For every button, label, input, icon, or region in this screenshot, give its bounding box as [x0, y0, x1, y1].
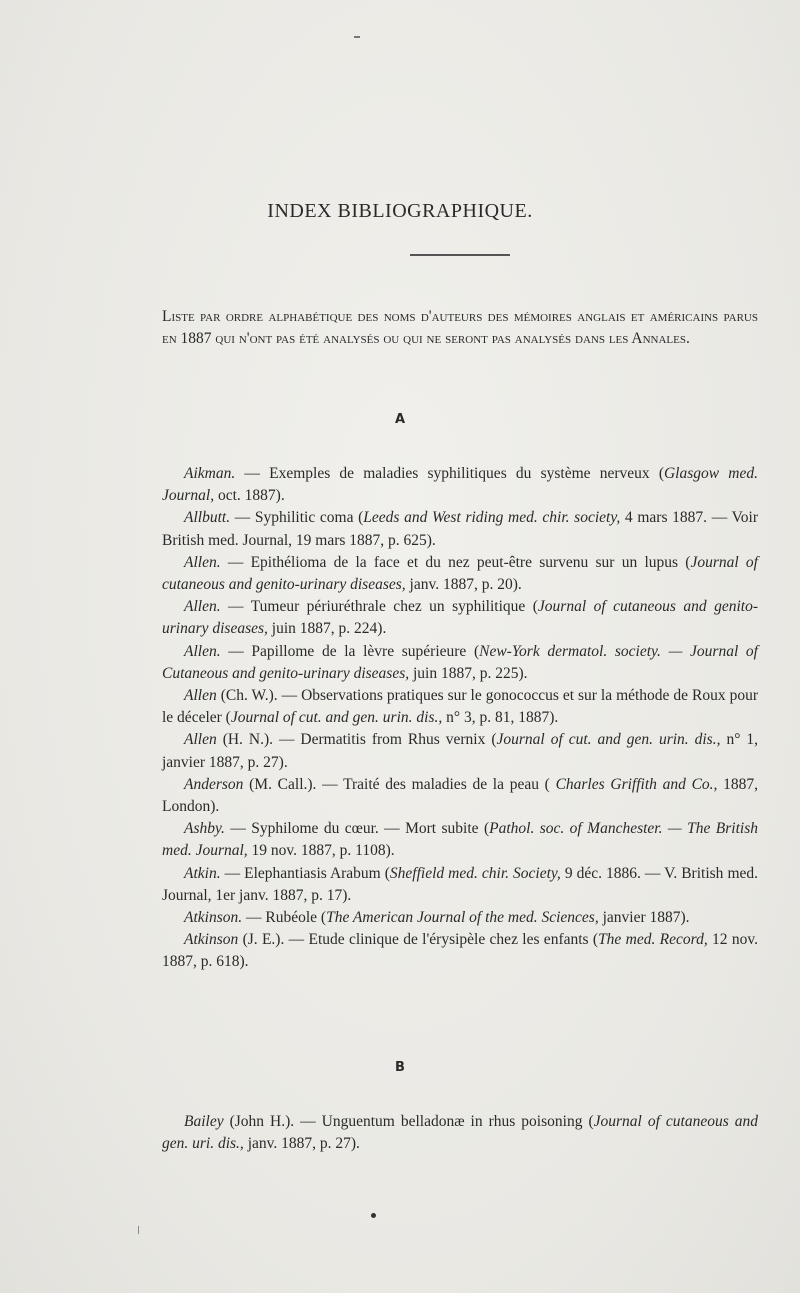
bibliography-entry: Atkinson (J. E.). — Etude clinique de l'érysipèle chez les enfants (The med. Record, 12 nov. 1887, p. 618). — [162, 931, 759, 971]
section-a-entries — [162, 463, 758, 974]
intro-paragraph: Liste par ordre alphabétique des noms d'auteurs des mémoires anglais et américains parus en 1887 qui n'ont pas été analysés ou qui ne seront pas analysés dans les Annales. — [162, 308, 758, 347]
bibliography-entry: Aikman. — Exemples de maladies syphilitiques du système nerveux (Glasgow med. Journal, oct. 1887). — [162, 465, 758, 505]
section-letter-a: A — [394, 412, 406, 427]
bibliography-entry: Allen. — Epithélioma de la face et du nez peut-être survenu sur un lupus (Journal of cutaneous and genito-urinary diseases, janv. 1887, p. 20). — [162, 553, 758, 594]
section-letter-b: B — [395, 1060, 405, 1075]
bibliography-entry: Allen (H. N.). — Dermatitis from Rhus vernix (Journal of cut. and gen. urin. dis., n° 1, janvier 1887, p. 27). — [162, 731, 758, 771]
bibliography-entry: Atkin. — Elephantiasis Arabum (Sheffield med. chir. Society, 9 déc. 1886. — V. British med. Journal, 1er janv. 1887, p. 17). — [162, 864, 758, 904]
bibliography-entry: Allen. — Papillome de la lèvre supérieure (New-York dermatol. society. — Journal of Cutaneous and genito-urinary diseases, juin 1887, p. 225). — [162, 642, 758, 682]
bibliography-entry: Allbutt. — Syphilitic coma (Leeds and West riding med. chir. society, 4 mars 1887. — Voir British med. Journal, 19 mars 1887, p. 625). — [162, 509, 759, 549]
title-rule — [410, 254, 510, 256]
page-title: INDEX BIBLIOGRAPHIQUE. — [267, 200, 533, 222]
bibliography-entry: Atkinson. — Rubéole (The American Journal of the med. Sciences, janvier 1887). — [184, 909, 690, 927]
bibliography-entry: Allen (Ch. W.). — Observations pratiques sur le gonococcus et sur la méthode de Roux pour le déceler (Journal of cut. and gen. urin. dis., n° 3, p. 81, 1887). — [162, 687, 758, 727]
bibliography-entry: Ashby. — Syphilome du cœur. — Mort subite (Pathol. soc. of Manchester. — The British med. Journal, 19 nov. 1887, p. 1108). — [162, 820, 758, 860]
bibliography-entry: Anderson (M. Call.). — Traité des maladies de la peau ( Charles Griffith and Co., 1887, London). — [162, 775, 758, 816]
section-b-entries — [162, 1111, 758, 1155]
bottom-dot — [371, 1213, 376, 1218]
margin-mark — [138, 1226, 145, 1234]
top-mark — [354, 36, 360, 38]
bibliography-entry: Bailey (John H.). — Unguentum belladonæ in rhus poisoning (Journal of cutaneous and gen. uri. dis., janv. 1887, p. 27). — [162, 1113, 758, 1153]
bibliography-entry: Allen. — Tumeur périuréthrale chez un syphilitique (Journal of cutaneous and genito-urinary diseases, juin 1887, p. 224). — [162, 598, 758, 638]
